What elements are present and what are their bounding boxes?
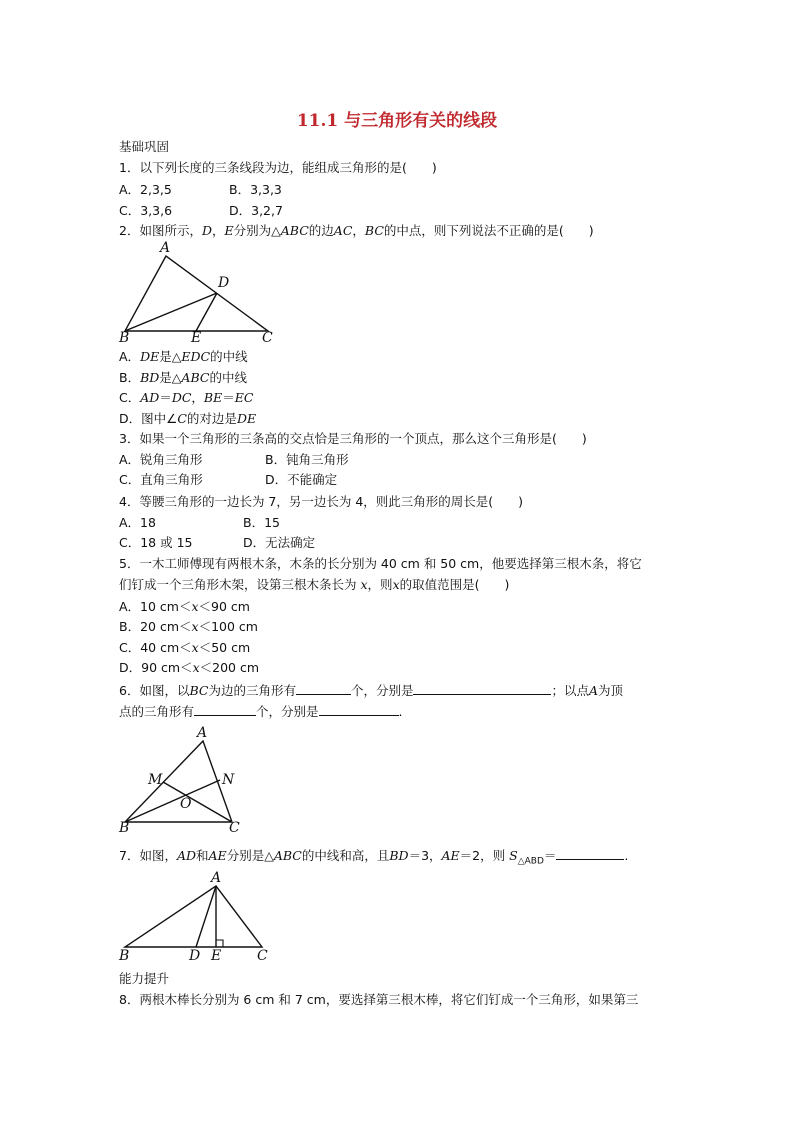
triangle-abc (125, 886, 262, 947)
q2-var-e: E (224, 223, 234, 238)
opt-var: C (177, 411, 187, 426)
q5-text: 的取值范围是( ) (399, 577, 510, 592)
q7-label-d: D (189, 948, 201, 964)
q6-var-bc: BC (189, 683, 209, 698)
q2-text: 的中点，则下列说法不正确的是( ) (383, 223, 594, 238)
q7-label-b: B (119, 948, 130, 964)
question-4-stem: 4．等腰三角形的一边长为 7，另一边长为 4，则此三角形的周长是( ) (119, 494, 524, 509)
question-1-stem: 1．以下列长度的三条线段为边，能组成三角形的是( ) (119, 160, 437, 175)
q2-text: ， (212, 223, 225, 238)
q1-option-a: A．2,3,5 (119, 182, 172, 197)
q7-text: . (624, 848, 629, 863)
q2-var-abc: ABC (280, 223, 309, 238)
opt-text: ＝ (222, 390, 235, 405)
q7-text: ＝ (543, 848, 557, 863)
q2-label-c: C (262, 330, 273, 346)
opt-text: ＜200 cm (199, 660, 260, 675)
opt-text: 是△ (159, 370, 182, 385)
q6-text: 个，分别是 (256, 704, 319, 719)
q3-option-a: A．锐角三角形 (119, 452, 203, 467)
q7-var: BD (389, 848, 409, 863)
q2-label-b: B (119, 330, 130, 346)
q6-text: ；以点 (551, 683, 589, 698)
opt-text: D．90 cm＜ (119, 660, 193, 675)
q6-label-o: O (180, 796, 192, 812)
q6-label-n: N (222, 772, 235, 788)
q2-var-ac: AC (333, 223, 353, 238)
q6-text: 个，分别是 (350, 683, 414, 698)
opt-text: C． (119, 390, 141, 405)
q7-var-s: S (509, 848, 518, 863)
q3-option-c: C．直角三角形 (119, 472, 203, 487)
opt-var: DC (171, 390, 192, 405)
q6-text: 6．如图，以 (119, 683, 190, 698)
opt-var: DE (140, 349, 160, 364)
opt-text: A． (119, 349, 141, 364)
q5-text: ，则 (367, 577, 393, 592)
q2-label-a: A (160, 240, 171, 256)
q7-label-c: C (257, 948, 268, 964)
q1-option-d: D．3,2,7 (229, 203, 283, 218)
opt-var: x (191, 619, 199, 634)
q4-option-a: A．18 (119, 515, 156, 530)
q2-var-d: D (201, 223, 212, 238)
opt-text: C．40 cm＜ (119, 640, 192, 655)
q3-option-d: D．不能确定 (265, 472, 338, 487)
opt-var: BE (203, 390, 223, 405)
q7-label-a: A (211, 870, 222, 886)
q7-text: 7．如图， (119, 848, 177, 863)
q3-option-b: B．钝角三角形 (265, 452, 349, 467)
q2-text: 2．如图所示， (119, 223, 202, 238)
opt-text: 的中线 (210, 349, 248, 364)
q2-text: 的边 (308, 223, 334, 238)
opt-text: ＝ (159, 390, 172, 405)
q2-label-e: E (191, 330, 202, 346)
q7-text: 分别是△ (226, 848, 274, 863)
section-heading-basic: 基础巩固 (119, 139, 170, 154)
q6-text: . (398, 704, 403, 719)
q7-text: 的中线和高，且 (301, 848, 390, 863)
q6-text: 为边的三角形有 (208, 683, 296, 698)
opt-text: B．20 cm＜ (119, 619, 192, 634)
q6-label-c: C (229, 820, 240, 836)
q7-text: ＝2，则 (459, 848, 510, 863)
opt-var: x (191, 640, 199, 655)
q7-var: AE (441, 848, 460, 863)
opt-text: 是△ (159, 349, 182, 364)
opt-text: ＜100 cm (198, 619, 258, 634)
question-3-stem: 3．如果一个三角形的三条高的交点恰是三角形的一个顶点，那么这个三角形是( ) (119, 431, 587, 446)
q2-text: ， (352, 223, 365, 238)
opt-text: 的中线 (209, 370, 247, 385)
opt-var: ABC (181, 370, 210, 385)
q6-label-m: M (148, 772, 163, 788)
opt-var: EC (234, 390, 254, 405)
q7-var: AD (176, 848, 197, 863)
q5-text: 们钉成一个三角形木架，设第三根木条长为 (119, 577, 361, 592)
page-title: 11.1 与三角形有关的线段 (296, 111, 498, 131)
opt-text: ＜50 cm (198, 640, 251, 655)
section-heading-advanced: 能力提升 (119, 971, 170, 986)
right-angle-mark (216, 940, 223, 947)
opt-var: x (192, 660, 200, 675)
q5-var-x: x (360, 577, 368, 592)
q2-var-bc: BC (364, 223, 384, 238)
q6-text: 点的三角形有 (119, 704, 195, 719)
q4-option-c: C．18 或 15 (119, 535, 193, 550)
q7-var: AE (208, 848, 227, 863)
opt-text: ， (191, 390, 204, 405)
opt-var: BD (140, 370, 160, 385)
q5-var-x: x (392, 577, 400, 592)
opt-var: DE (236, 411, 257, 426)
opt-text: ＜90 cm (198, 599, 250, 614)
q6-text: 为顶 (598, 683, 624, 698)
q7-subscript: △ABD (517, 856, 544, 867)
q6-label-b: B (119, 820, 130, 836)
opt-var: x (191, 599, 199, 614)
opt-text: B． (119, 370, 141, 385)
question-8-stem: 8．两根木棒长分别为 6 cm 和 7 cm，要选择第三根木棒，将它们钉成一个三角形，如果第三 (119, 992, 639, 1007)
question-5-stem-line1: 5．一木工师傅现有两根木条，木条的长分别为 40 cm 和 50 cm，他要选择第三根木条，将它 (119, 556, 642, 571)
q7-text: ＝3， (408, 848, 442, 863)
q2-text: 分别为△ (233, 223, 281, 238)
opt-text: A．10 cm＜ (119, 599, 192, 614)
segment-ad (196, 886, 216, 947)
q4-option-d: D．无法确定 (243, 535, 316, 550)
q4-option-b: B．15 (243, 515, 280, 530)
q1-option-b: B．3,3,3 (229, 182, 282, 197)
opt-text: D．图中∠ (119, 411, 178, 426)
q6-var-a: A (588, 683, 599, 698)
q2-label-d: D (218, 275, 230, 291)
opt-text: 的对边是 (186, 411, 237, 426)
opt-var: AD (140, 390, 160, 405)
q7-var: ABC (273, 848, 302, 863)
q7-label-e: E (211, 948, 222, 964)
q7-text: 和 (196, 848, 209, 863)
q1-option-c: C．3,3,6 (119, 203, 173, 218)
q6-label-a: A (197, 725, 208, 741)
opt-var: EDC (181, 349, 211, 364)
